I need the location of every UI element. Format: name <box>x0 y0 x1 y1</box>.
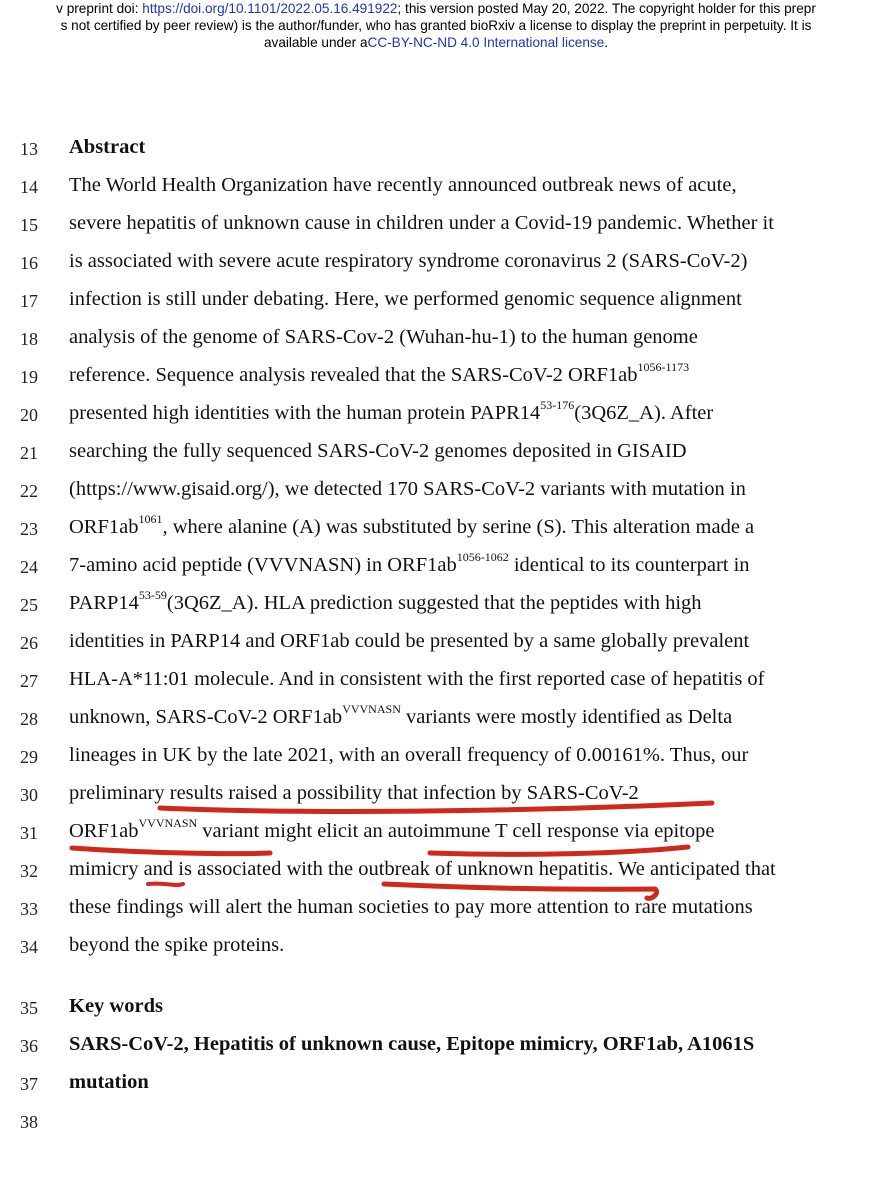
text-line: The World Health Organization have recently announced outbreak news of acute, <box>69 174 737 196</box>
text-line: mimicry and is associated with the outbreak of unknown hepatitis. We anticipated that <box>69 858 776 880</box>
header-line-2: s not certified by peer review) is the author/funder, who has granted bioRxiv a license to display the preprint in perpetuity. It is <box>60 18 812 33</box>
line-number: 18 <box>20 329 38 349</box>
line-number: 34 <box>20 937 38 957</box>
underline-line-32-right <box>384 884 657 898</box>
header-line3-suffix: . <box>604 35 609 50</box>
text-segment: variant might elicit an autoimmune T cell response via epitope <box>197 820 715 842</box>
line-number: 37 <box>20 1074 38 1094</box>
underline-line-31-left <box>72 848 270 854</box>
text-line: these findings will alert the human societies to pay more attention to rare mutations <box>69 896 753 918</box>
text-segment: presented high identities with the human protein PAPR14 <box>69 402 541 424</box>
line-number: 23 <box>20 519 38 539</box>
text-segment: identical to its counterpart in <box>508 554 750 576</box>
keywords-list-continued: mutation <box>69 1071 149 1093</box>
text-segment: variants were mostly identified as Delta <box>400 706 733 728</box>
text-segment: 7-amino acid peptide (VVVNASN) in ORF1ab <box>69 554 457 576</box>
line-number: 30 <box>20 785 38 805</box>
underline-line-32-left <box>148 884 183 885</box>
text-segment: (3Q6Z_A). After <box>574 402 714 424</box>
line-number: 15 <box>20 215 38 235</box>
text-line: lineages in UK by the late 2021, with an overall frequency of 0.00161%. Thus, our <box>69 744 749 766</box>
superscript: 53-59 <box>138 588 167 602</box>
text-line: preliminary results raised a possibility that infection by SARS-CoV-2 <box>69 782 639 804</box>
line-number: 29 <box>20 747 38 767</box>
text-segment: reference. Sequence analysis revealed that the SARS-CoV-2 ORF1ab <box>69 364 638 386</box>
text-line: identities in PARP14 and ORF1ab could be presented by a same globally prevalent <box>69 630 750 652</box>
line-number: 32 <box>20 861 38 881</box>
line-number: 24 <box>20 557 38 577</box>
line-number: 36 <box>20 1036 38 1056</box>
superscript: VVVNASN <box>138 816 198 830</box>
line-number: 35 <box>20 998 38 1018</box>
underline-line-31-right <box>430 847 688 854</box>
line-number: 33 <box>20 899 38 919</box>
text-segment: , where alanine (A) was substituted by serine (S). This alteration made a <box>162 516 755 538</box>
line-number: 27 <box>20 671 38 691</box>
text-line: (https://www.gisaid.org/), we detected 170 SARS-CoV-2 variants with mutation in <box>69 478 746 500</box>
text-line: beyond the spike proteins. <box>69 934 285 956</box>
text-segment: unknown, SARS-CoV-2 ORF1ab <box>69 706 343 728</box>
text-line: is associated with severe acute respiratory syndrome coronavirus 2 (SARS-CoV-2) <box>69 250 748 272</box>
header-line1-prefix: v preprint doi: <box>56 1 143 16</box>
text-line: HLA-A*11:01 molecule. And in consistent with the first reported case of hepatitis of <box>69 668 765 690</box>
keywords-list: SARS-CoV-2, Hepatitis of unknown cause, Epitope mimicry, ORF1ab, A1061S <box>69 1033 755 1055</box>
header-line1-suffix: ; this version posted May 20, 2022. The copyright holder for this prepr <box>397 1 816 16</box>
text-segment: PARP14 <box>69 592 139 614</box>
text-line: severe hepatitis of unknown cause in children under a Covid-19 pandemic. Whether it <box>69 212 774 234</box>
underline-line-30 <box>160 803 712 811</box>
abstract-heading: Abstract <box>69 136 146 158</box>
line-number: 38 <box>20 1112 38 1132</box>
line-number: 16 <box>20 253 38 273</box>
text-segment: ORF1ab <box>69 516 139 538</box>
text-line: searching the fully sequenced SARS-CoV-2 genomes deposited in GISAID <box>69 440 687 462</box>
superscript: 1056-1062 <box>456 550 509 564</box>
line-number: 20 <box>20 405 38 425</box>
superscript: 1056-1173 <box>637 360 690 374</box>
line-number: 13 <box>20 139 38 159</box>
line-number: 31 <box>20 823 38 843</box>
line-number: 25 <box>20 595 38 615</box>
text-segment: ORF1ab <box>69 820 139 842</box>
text-segment: (3Q6Z_A). HLA prediction suggested that the peptides with high <box>166 592 702 614</box>
line-number: 26 <box>20 633 38 653</box>
keywords-heading: Key words <box>69 995 163 1017</box>
superscript: VVVNASN <box>342 702 401 716</box>
superscript: 53-176 <box>540 398 575 412</box>
superscript: 1061 <box>138 512 163 526</box>
line-number: 21 <box>20 443 38 463</box>
line-number: 19 <box>20 367 38 387</box>
line-number: 22 <box>20 481 38 501</box>
header-line3-prefix: available under a <box>263 35 368 50</box>
license-link[interactable]: CC-BY-NC-ND 4.0 International license <box>367 35 605 50</box>
doi-link[interactable]: https://doi.org/10.1101/2022.05.16.491922 <box>142 1 398 16</box>
text-line: analysis of the genome of SARS-Cov-2 (Wuhan-hu-1) to the human genome <box>69 326 698 348</box>
line-number: 28 <box>20 709 38 729</box>
text-line: infection is still under debating. Here, we performed genomic sequence alignment <box>69 288 742 310</box>
line-number: 14 <box>20 177 38 197</box>
line-number: 17 <box>20 291 38 311</box>
